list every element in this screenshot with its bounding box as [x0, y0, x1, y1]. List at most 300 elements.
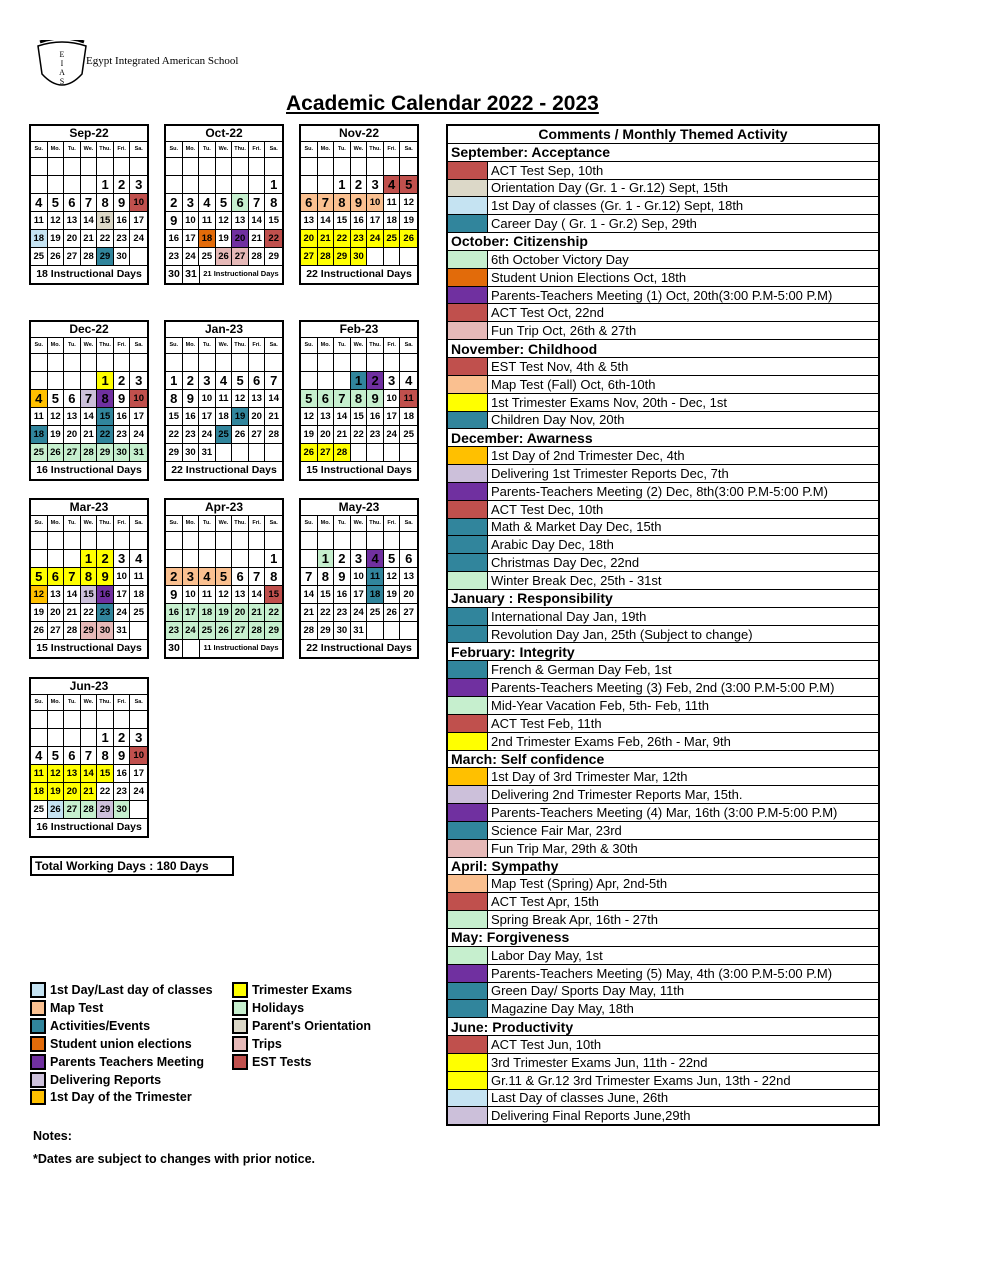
day-cell	[301, 372, 318, 390]
day-cell	[318, 176, 335, 194]
day-cell: 22	[265, 604, 282, 622]
day-cell: 7	[81, 390, 98, 408]
day-cell: 9	[367, 390, 384, 408]
day-cell	[114, 354, 131, 372]
event-text: Parents-Teachers Meeting (1) Oct, 20th(3:00 P.M-5:00 P.M)	[491, 287, 833, 303]
month-title: Mar-23	[31, 500, 147, 516]
day-cell: 18	[384, 212, 401, 230]
day-cell: 26	[216, 248, 233, 266]
day-cell	[81, 354, 98, 372]
event-row	[448, 983, 878, 1001]
legend-label: EST Tests	[252, 1054, 312, 1069]
day-cell: 27	[48, 622, 65, 640]
weekday-header: Tu.	[334, 516, 351, 532]
event-color-swatch	[448, 269, 488, 286]
day-cell: 29	[318, 622, 335, 640]
legend-item	[232, 1035, 282, 1053]
day-cell	[199, 354, 216, 372]
day-cell: 14	[81, 765, 98, 783]
event-text: 1st Day of classes (Gr. 1 - Gr.12) Sept, 18th	[491, 198, 744, 214]
day-cell: 28	[265, 426, 282, 444]
event-text: Gr.11 & Gr.12 3rd Trimester Exams Jun, 13th - 22nd	[491, 1072, 791, 1088]
day-cell: 1	[351, 372, 368, 390]
day-cell: 25	[31, 444, 48, 462]
day-cell: 8	[81, 568, 98, 586]
day-cell: 11	[216, 390, 233, 408]
day-cell	[351, 444, 368, 462]
day-cell: 12	[384, 568, 401, 586]
weekday-header: Sa.	[265, 142, 282, 158]
event-row	[448, 572, 878, 590]
day-cell: 7	[301, 568, 318, 586]
weekday-header: Su.	[301, 516, 318, 532]
day-cell: 6	[301, 194, 318, 212]
event-row	[448, 911, 878, 929]
day-cell: 18	[400, 408, 417, 426]
event-row	[448, 215, 878, 233]
event-color-swatch	[448, 1090, 488, 1107]
day-cell: 16	[114, 765, 131, 783]
day-cell: 13	[318, 408, 335, 426]
weekday-header: Tu.	[334, 142, 351, 158]
day-cell: 19	[216, 604, 233, 622]
day-cell: 9	[114, 747, 131, 765]
day-cell: 6	[48, 568, 65, 586]
event-row	[448, 893, 878, 911]
weekday-header: Su.	[166, 142, 183, 158]
day-cell: 22	[351, 426, 368, 444]
day-cell: 15	[265, 212, 282, 230]
day-cell: 1	[81, 550, 98, 568]
logo-letters	[57, 50, 67, 86]
event-color-swatch	[448, 501, 488, 518]
day-cell	[48, 729, 65, 747]
day-cell: 23	[183, 426, 200, 444]
weekday-header: Sa.	[400, 338, 417, 354]
day-cell: 29	[97, 444, 114, 462]
day-cell	[400, 354, 417, 372]
day-cell: 25	[400, 426, 417, 444]
logo-letter: E	[59, 50, 65, 59]
day-cell	[367, 248, 384, 266]
day-cell: 15	[97, 408, 114, 426]
legend-item	[232, 1053, 312, 1071]
event-color-swatch	[448, 358, 488, 375]
day-cell	[199, 550, 216, 568]
day-cell: 4	[384, 176, 401, 194]
event-text: 3rd Trimester Exams Jun, 11th - 22nd	[491, 1054, 708, 1070]
event-color-swatch	[448, 412, 488, 429]
event-row	[448, 1090, 878, 1108]
day-cell: 20	[400, 586, 417, 604]
day-cell: 9	[114, 390, 131, 408]
day-cell: 5	[48, 747, 65, 765]
legend-item	[30, 1053, 204, 1071]
day-cell: 3	[367, 176, 384, 194]
day-cell: 29	[166, 444, 183, 462]
day-cell: 15	[351, 408, 368, 426]
event-text: Revolution Day Jan, 25th (Subject to change)	[491, 626, 753, 642]
day-cell: 4	[199, 568, 216, 586]
event-color-swatch	[448, 1036, 488, 1053]
day-cell	[301, 354, 318, 372]
weekday-header: Mo.	[48, 695, 65, 711]
notes-text: *Dates are subject to changes with prior notice.	[33, 1152, 316, 1166]
day-cell	[384, 622, 401, 640]
day-cell: 16	[114, 212, 131, 230]
legend-swatch	[30, 982, 46, 998]
day-cell	[183, 158, 200, 176]
day-cell	[183, 532, 200, 550]
day-cell	[334, 158, 351, 176]
day-cell: 7	[318, 194, 335, 212]
day-cell	[64, 550, 81, 568]
month-calendar	[299, 320, 419, 481]
day-cell: 27	[400, 604, 417, 622]
day-cell	[351, 158, 368, 176]
day-cell: 23	[367, 426, 384, 444]
weekday-header: Thu.	[367, 516, 384, 532]
day-cell	[64, 711, 81, 729]
weekday-header: We.	[216, 516, 233, 532]
day-cell: 19	[48, 783, 65, 801]
day-grid	[31, 516, 147, 640]
day-cell: 23	[166, 248, 183, 266]
weekday-header: Su.	[31, 142, 48, 158]
legend-swatch	[30, 1072, 46, 1088]
weekday-header: Fri.	[249, 516, 266, 532]
day-cell: 27	[232, 248, 249, 266]
event-text: 1st Trimester Exams Nov, 20th - Dec, 1st	[491, 394, 727, 410]
day-cell: 23	[166, 622, 183, 640]
day-cell: 2	[114, 729, 131, 747]
day-cell	[48, 550, 65, 568]
weekday-header: Thu.	[367, 142, 384, 158]
day-cell: 26	[48, 801, 65, 819]
day-cell: 14	[334, 408, 351, 426]
day-cell: 26	[301, 444, 318, 462]
notes-label: Notes:	[33, 1129, 72, 1143]
day-cell: 10	[351, 568, 368, 586]
logo-letter: S	[59, 77, 65, 86]
day-cell: 28	[334, 444, 351, 462]
legend-swatch	[232, 1054, 248, 1070]
day-cell: 7	[249, 568, 266, 586]
weekday-header: Sa.	[130, 516, 147, 532]
day-cell: 10	[130, 390, 147, 408]
event-text: Arabic Day Dec, 18th	[491, 537, 614, 553]
weekday-header: Sa.	[130, 142, 147, 158]
day-cell: 24	[130, 230, 147, 248]
day-cell: 17	[130, 408, 147, 426]
event-row	[448, 180, 878, 198]
instructional-days	[166, 640, 282, 657]
day-cell	[130, 248, 147, 266]
day-cell: 6	[249, 372, 266, 390]
month-title: Nov-22	[301, 126, 417, 142]
event-row	[448, 1036, 878, 1054]
day-cell	[97, 354, 114, 372]
day-cell: 4	[216, 372, 233, 390]
day-cell: 5	[400, 176, 417, 194]
month-title: Jun-23	[31, 679, 147, 695]
day-cell: 24	[183, 248, 200, 266]
event-row	[448, 483, 878, 501]
day-cell	[301, 158, 318, 176]
legend-swatch	[30, 1089, 46, 1105]
day-cell: 13	[232, 586, 249, 604]
event-row	[448, 733, 878, 751]
day-cell	[166, 532, 183, 550]
month-title: Jan-23	[166, 322, 282, 338]
day-cell: 4	[367, 550, 384, 568]
day-cell: 2	[114, 372, 131, 390]
day-cell	[97, 532, 114, 550]
event-row	[448, 947, 878, 965]
day-cell: 12	[301, 408, 318, 426]
day-cell: 1	[265, 176, 282, 194]
day-cell: 28	[318, 248, 335, 266]
day-cell	[114, 711, 131, 729]
month-theme-row: September: Acceptance	[448, 144, 878, 162]
day-cell: 15	[97, 212, 114, 230]
day-cell: 18	[367, 586, 384, 604]
day-cell	[166, 354, 183, 372]
legend-swatch	[232, 1036, 248, 1052]
event-row	[448, 162, 878, 180]
day-cell	[232, 354, 249, 372]
month-theme-row: November: Childhood	[448, 340, 878, 358]
day-cell: 10	[130, 194, 147, 212]
day-cell: 27	[64, 801, 81, 819]
event-row	[448, 875, 878, 893]
day-cell: 16	[166, 230, 183, 248]
weekday-header: We.	[216, 338, 233, 354]
day-cell: 11	[199, 586, 216, 604]
event-color-swatch	[448, 840, 488, 857]
day-cell: 30	[114, 444, 131, 462]
event-text: Map Test (Fall) Oct, 6th-10th	[491, 376, 656, 392]
month-calendar	[299, 124, 419, 285]
day-cell: 12	[216, 586, 233, 604]
day-cell: 24	[384, 426, 401, 444]
day-cell: 12	[48, 212, 65, 230]
legend-item	[30, 999, 103, 1017]
weekday-header: Thu.	[232, 516, 249, 532]
day-cell: 26	[31, 622, 48, 640]
event-color-swatch	[448, 572, 488, 589]
weekday-header: Su.	[31, 338, 48, 354]
day-cell	[114, 532, 131, 550]
day-cell	[318, 354, 335, 372]
weekday-header: Mo.	[183, 516, 200, 532]
event-color-swatch	[448, 197, 488, 214]
weekday-header: Su.	[166, 516, 183, 532]
day-cell: 25	[384, 230, 401, 248]
day-cell: 16	[114, 408, 131, 426]
event-color-swatch	[448, 162, 488, 179]
day-cell: 3	[114, 550, 131, 568]
month-theme-row: June: Productivity	[448, 1018, 878, 1036]
day-cell: 7	[81, 747, 98, 765]
weekday-header: Sa.	[130, 695, 147, 711]
month-title: Sep-22	[31, 126, 147, 142]
day-cell: 14	[81, 212, 98, 230]
day-cell: 14	[249, 212, 266, 230]
day-cell: 17	[183, 230, 200, 248]
day-cell: 23	[114, 783, 131, 801]
day-cell: 19	[31, 604, 48, 622]
day-cell	[183, 176, 200, 194]
day-cell: 14	[64, 586, 81, 604]
legend-label: Activities/Events	[50, 1018, 151, 1033]
day-cell: 14	[301, 586, 318, 604]
day-cell: 11	[31, 765, 48, 783]
day-cell	[216, 444, 233, 462]
day-grid	[301, 338, 417, 462]
day-cell: 26	[232, 426, 249, 444]
day-cell: 8	[97, 194, 114, 212]
day-cell: 17	[199, 408, 216, 426]
event-text: EST Test Nov, 4th & 5th	[491, 358, 629, 374]
day-cell	[249, 550, 266, 568]
day-cell	[130, 354, 147, 372]
day-cell: 14	[318, 212, 335, 230]
event-row	[448, 269, 878, 287]
day-cell: 30	[114, 248, 131, 266]
event-row	[448, 465, 878, 483]
day-cell: 1	[166, 372, 183, 390]
day-cell: 18	[216, 408, 233, 426]
event-text: Fun Trip Oct, 26th & 27th	[491, 323, 637, 339]
event-color-swatch	[448, 1000, 488, 1017]
day-cell: 3	[183, 568, 200, 586]
day-cell: 18	[31, 426, 48, 444]
weekday-header: Tu.	[64, 516, 81, 532]
day-cell: 27	[249, 426, 266, 444]
day-cell: 21	[81, 230, 98, 248]
day-cell: 17	[183, 604, 200, 622]
day-cell: 30	[351, 248, 368, 266]
day-cell: 12	[216, 212, 233, 230]
day-cell	[64, 176, 81, 194]
weekday-header: Tu.	[64, 142, 81, 158]
day-cell: 2	[114, 176, 131, 194]
event-text: Labor Day May, 1st	[491, 947, 603, 963]
day-cell: 17	[351, 586, 368, 604]
day-cell: 29	[97, 801, 114, 819]
day-cell: 3	[199, 372, 216, 390]
day-cell: 13	[64, 765, 81, 783]
day-cell: 20	[232, 604, 249, 622]
day-cell: 22	[97, 783, 114, 801]
month-theme-row: March: Self confidence	[448, 751, 878, 769]
legend-item	[232, 999, 304, 1017]
day-cell	[130, 622, 147, 640]
day-cell: 1	[97, 372, 114, 390]
day-cell	[130, 532, 147, 550]
day-cell: 9	[183, 390, 200, 408]
day-cell	[48, 354, 65, 372]
month-calendar	[164, 498, 284, 659]
weekday-header: We.	[81, 338, 98, 354]
day-cell	[48, 372, 65, 390]
weekday-header: Fri.	[114, 338, 131, 354]
event-row	[448, 447, 878, 465]
day-cell: 11	[199, 212, 216, 230]
event-color-swatch	[448, 626, 488, 643]
event-row	[448, 1000, 878, 1018]
event-color-swatch	[448, 376, 488, 393]
day-cell: 13	[301, 212, 318, 230]
total-working-days: Total Working Days : 180 Days	[30, 856, 234, 876]
day-grid	[166, 516, 282, 640]
weekday-header: Tu.	[334, 338, 351, 354]
instructional-days: 16 Instructional Days	[36, 821, 142, 833]
day-cell: 9	[351, 194, 368, 212]
day-cell	[249, 532, 266, 550]
weekday-header: Sa.	[265, 338, 282, 354]
instructional-days: 16 Instructional Days	[36, 464, 142, 476]
day-cell	[48, 158, 65, 176]
day-cell: 24	[199, 426, 216, 444]
day-cell	[400, 444, 417, 462]
event-text: 1st Day of 2nd Trimester Dec, 4th	[491, 448, 685, 464]
event-row	[448, 768, 878, 786]
legend-swatch	[30, 1000, 46, 1016]
day-cell	[31, 532, 48, 550]
day-cell: 13	[64, 212, 81, 230]
event-color-swatch	[448, 697, 488, 714]
day-cell: 10	[130, 747, 147, 765]
day-cell: 5	[31, 568, 48, 586]
footer-label: 11 Instructional Days	[203, 643, 279, 652]
day-cell: 15	[81, 586, 98, 604]
day-cell: 8	[265, 568, 282, 586]
day-cell	[130, 158, 147, 176]
day-cell: 21	[81, 426, 98, 444]
day-cell: 5	[232, 372, 249, 390]
event-text: 1st Day of 3rd Trimester Mar, 12th	[491, 769, 688, 785]
event-color-swatch	[448, 911, 488, 928]
day-cell	[31, 711, 48, 729]
weekday-header: Thu.	[97, 142, 114, 158]
day-cell: 16	[166, 604, 183, 622]
day-cell: 30	[183, 444, 200, 462]
day-cell: 9	[166, 586, 183, 604]
day-cell: 5	[48, 194, 65, 212]
weekday-header: Fri.	[249, 142, 266, 158]
event-text: Orientation Day (Gr. 1 - Gr.12) Sept, 15th	[491, 180, 728, 196]
instructional-days: 22 Instructional Days	[306, 268, 412, 280]
day-cell	[265, 158, 282, 176]
day-cell: 28	[81, 801, 98, 819]
weekday-header: Mo.	[183, 338, 200, 354]
weekday-header: We.	[351, 516, 368, 532]
day-cell	[64, 354, 81, 372]
weekday-header: Su.	[301, 338, 318, 354]
legend-item	[30, 1035, 192, 1053]
event-color-swatch	[448, 983, 488, 1000]
day-cell: 20	[301, 230, 318, 248]
event-color-swatch	[448, 519, 488, 536]
day-cell	[183, 550, 200, 568]
day-cell: 24	[367, 230, 384, 248]
event-row	[448, 822, 878, 840]
day-cell: 10	[114, 568, 131, 586]
day-cell: 6	[400, 550, 417, 568]
event-text: Delivering 1st Trimester Reports Dec, 7th	[491, 465, 729, 481]
